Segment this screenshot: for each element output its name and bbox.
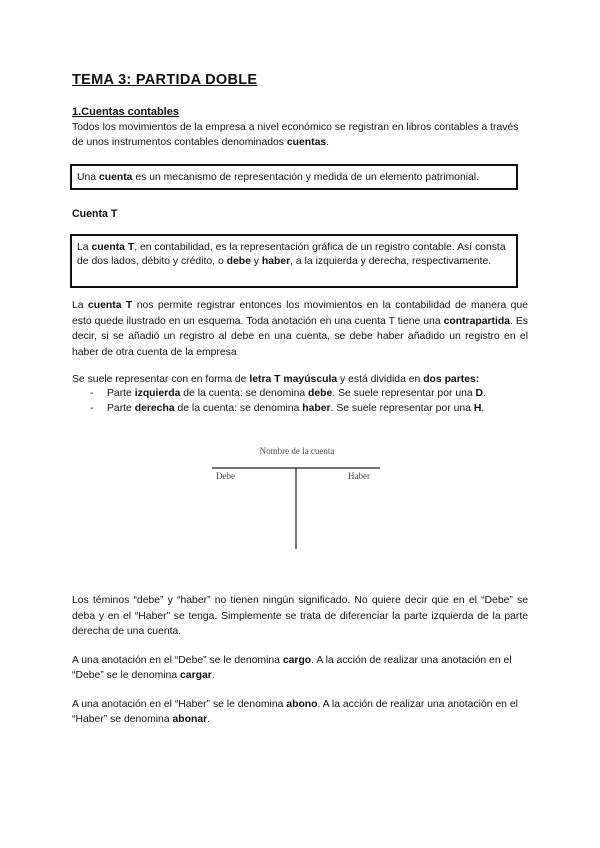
representation-paragraph: Se suele representar con en forma de letra T mayúscula y está dividida en dos partes: xyxy=(72,374,480,385)
definition-box-cuenta-t: La cuenta T, en contabilidad, es la representación gráfica de un registro contable. Así consta de dos lados, débito y crédito, o debe y haber, a la izquierda y derecha, respectivamente. xyxy=(70,234,518,288)
t-haber-label: Haber xyxy=(348,471,370,481)
subheading-cuenta-t: Cuenta T xyxy=(72,208,118,220)
parts-list xyxy=(90,386,486,416)
list-item: - Parte derecha de la cuenta: se denomina haber. Se suele representar por una H. xyxy=(90,403,485,414)
intro-paragraph: Todos los movimientos de la empresa a nivel económico se registran en libros contables a través de unos instrumentos contables denominados cuentas. xyxy=(72,122,519,149)
definition-box-cuenta: Una cuenta es un mecanismo de representación y medida de un elemento patrimonial. xyxy=(70,164,518,190)
terms-paragraph: Los téminos “debe” y “haber” no tienen ningún significado. No quiere decir que en el “Debe” se deba y en el “Haber” se tenga. Simplemente se trata de diferenciar la parte izquierda de la parte derecha de una cuenta. xyxy=(72,595,528,637)
abono-paragraph: A una anotación en el “Haber” se le denomina abono. A la acción de realizar una anotación en el “Haber” se denomina abonar. xyxy=(72,699,518,726)
list-item: - Parte izquierda de la cuenta: se denomina debe. Se suele representar por una D. xyxy=(90,388,486,399)
page-title: TEMA 3: PARTIDA DOBLE xyxy=(72,72,258,88)
cargo-paragraph: A una anotación en el “Debe” se le denomina cargo. A la acción de realizar una anotación en el “Debe” se le denomina cargar. xyxy=(72,655,512,682)
cuenta-t-paragraph: La cuenta T nos permite registrar entonces los movimientos en la contabilidad de manera que esto quede ilustrado en un esquema. Toda anotación en una cuenta T tiene una contrapartida. Es decir, si se añadió un registro al debe en una cuenta, se debe haber añadido un registro en el haber de otra cuenta de la empresa xyxy=(72,300,528,358)
t-account-diagram xyxy=(200,438,400,558)
section-heading: 1.Cuentas contables xyxy=(72,106,179,118)
t-debe-label: Debe xyxy=(216,471,235,481)
t-account-name-label: Nombre de la cuenta xyxy=(259,446,335,456)
